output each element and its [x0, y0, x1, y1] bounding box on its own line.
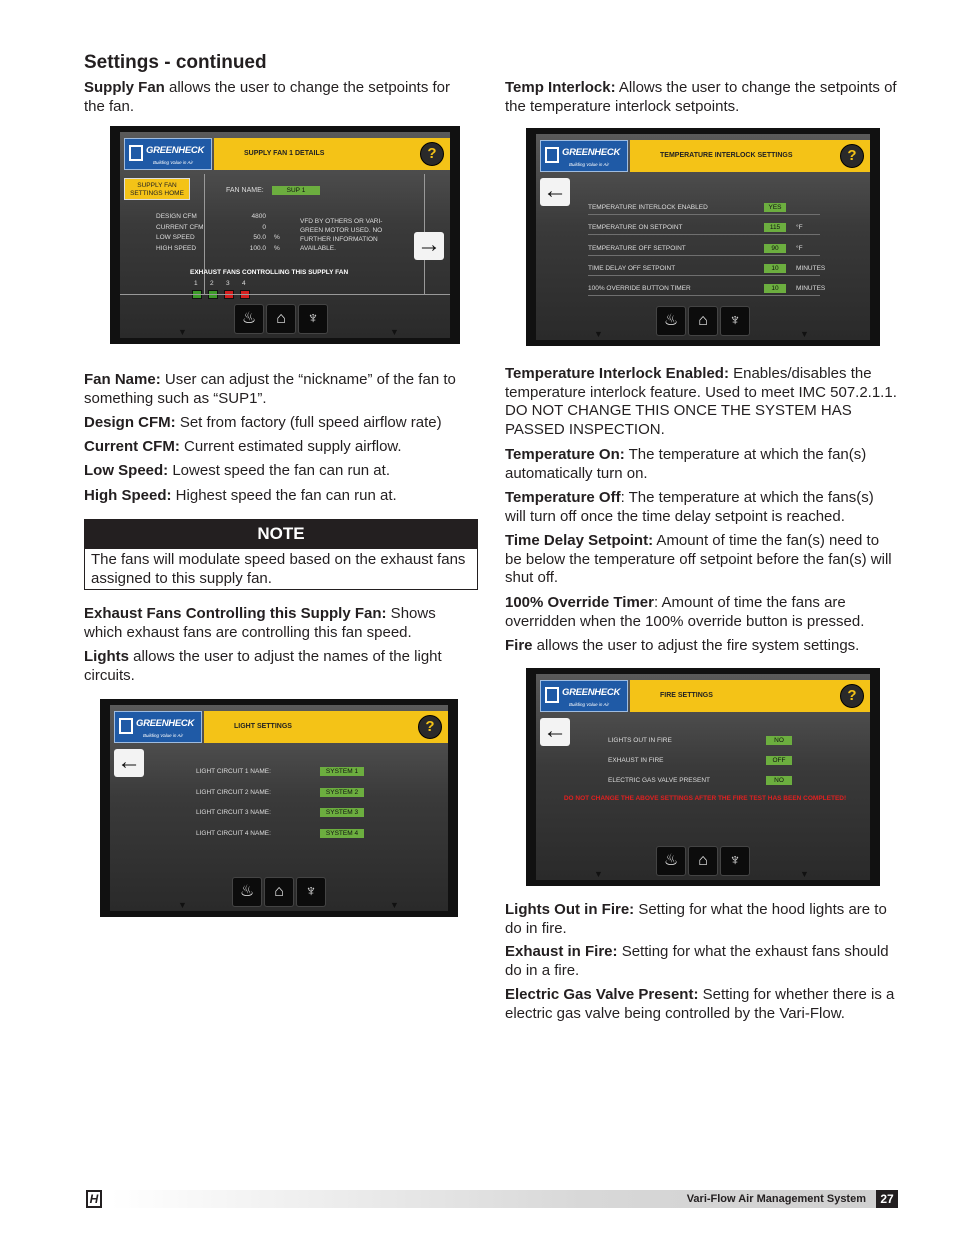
high-speed-desc: High Speed: Highest speed the fan can run at.	[84, 487, 397, 504]
row-unit: °F	[796, 244, 803, 252]
row-label: TIME DELAY OFF SETPOINT	[588, 264, 676, 272]
supply-fan-settings-home-button[interactable]: SUPPLY FAN SETTINGS HOME	[124, 178, 190, 200]
greenheck-logo: GREENHECK Building Value in Air	[114, 711, 202, 743]
chevron-down-icon: ▼	[178, 900, 187, 910]
row-unit: %	[274, 234, 280, 241]
row-label: 100% OVERRIDE BUTTON TIMER	[588, 285, 691, 293]
light-name-field[interactable]: SYSTEM 1	[320, 767, 364, 776]
row-label: LIGHT CIRCUIT 1 NAME:	[196, 768, 271, 775]
row-value: 50.0	[253, 234, 266, 241]
row-value-field[interactable]: YES	[764, 203, 786, 212]
row-label: LIGHTS OUT IN FIRE	[608, 737, 672, 744]
temperature-interlock-screen	[526, 128, 880, 346]
row-value-field[interactable]: 115	[764, 223, 786, 232]
row-divider	[588, 275, 820, 276]
screen-title: FIRE SETTINGS	[660, 692, 713, 699]
supply-fan-intro: Supply Fan allows the user to change the setpoints for the fan.	[84, 79, 451, 115]
lights-icon[interactable]: ♨	[656, 846, 686, 876]
low-speed-desc: Low Speed: Lowest speed the fan can run at.	[84, 462, 390, 479]
fire-icon[interactable]: ♆	[298, 304, 328, 334]
row-label: LIGHT CIRCUIT 3 NAME:	[196, 809, 271, 816]
home-icon[interactable]: ⌂	[266, 304, 296, 334]
lights-icon[interactable]: ♨	[232, 877, 262, 907]
lights-icon[interactable]: ♨	[234, 304, 264, 334]
chevron-down-icon: ▼	[594, 869, 603, 879]
page-number: 27	[876, 1190, 898, 1208]
row-unit: °F	[796, 224, 803, 232]
page-title: Settings - continued	[84, 52, 267, 73]
help-icon[interactable]: ?	[840, 144, 864, 168]
greenheck-logo: GREENHECK Building Value in Air	[540, 140, 628, 172]
row-value-field[interactable]: 10	[764, 264, 786, 273]
home-icon[interactable]: ⌂	[688, 846, 718, 876]
note-title: NOTE	[84, 519, 478, 548]
footer-title: Vari-Flow Air Management System	[686, 1193, 866, 1205]
light-name-field[interactable]: SYSTEM 4	[320, 829, 364, 838]
fire-icon[interactable]: ♆	[296, 877, 326, 907]
screen-title: SUPPLY FAN 1 DETAILS	[244, 150, 325, 157]
fan-name-desc: Fan Name: User can adjust the “nickname” of the fan to something such as “SUP1”.	[84, 371, 456, 407]
light-name-field[interactable]: SYSTEM 3	[320, 808, 364, 817]
time-delay-desc: Time Delay Setpoint: Amount of time the fan(s) need to be below the temperature off setpoint before the fan(s) will shut off.	[505, 532, 892, 587]
help-icon[interactable]: ?	[418, 715, 442, 739]
help-icon[interactable]: ?	[840, 684, 864, 708]
row-label: TEMPERATURE OFF SETPOINT	[588, 244, 686, 252]
forward-arrow-icon[interactable]: →	[414, 232, 444, 260]
fan-name-label: FAN NAME:	[226, 187, 264, 194]
fan-number: 1	[194, 280, 198, 287]
row-value-field[interactable]: NO	[766, 776, 792, 785]
row-unit: %	[274, 244, 280, 252]
home-icon[interactable]: ⌂	[688, 306, 718, 336]
help-icon[interactable]: ?	[420, 142, 444, 166]
row-label: DESIGN CFM	[156, 213, 197, 220]
ti-enabled-desc: Temperature Interlock Enabled: Enables/disables the temperature interlock feature. Used to meet IMC 507.2.1.1. DO NOT CHANGE THIS ONCE THE SYSTEM HAS PASSED INSPECTION.	[505, 365, 897, 438]
fire-icon[interactable]: ♆	[720, 306, 750, 336]
page-footer	[110, 1190, 898, 1208]
row-value-field[interactable]: 90	[764, 244, 786, 253]
fan-number: 3	[226, 280, 230, 287]
chevron-down-icon: ▼	[800, 869, 809, 879]
row-label: TEMPERATURE ON SETPOINT	[588, 224, 683, 232]
row-label: HIGH SPEED	[156, 244, 197, 252]
temp-on-desc: Temperature On: The temperature at which the fan(s) automatically turn on.	[505, 446, 867, 482]
back-arrow-icon[interactable]: ←	[540, 178, 570, 206]
fire-intro: Fire allows the user to adjust the fire system settings.	[505, 637, 860, 654]
row-divider	[588, 234, 820, 235]
row-unit: MINUTES	[796, 264, 826, 272]
row-value-field[interactable]: OFF	[766, 756, 792, 765]
vfd-note: VFD BY OTHERS OR VARI-GREEN MOTOR USED. NO FURTHER INFORMATION AVAILABLE.	[300, 218, 383, 252]
row-unit: MINUTES	[796, 285, 826, 293]
row-label: LIGHT CIRCUIT 2 NAME:	[196, 788, 271, 796]
chevron-down-icon: ▼	[178, 327, 187, 337]
greenheck-logo: GREENHECK Building Value in Air	[540, 680, 628, 712]
screen-title: LIGHT SETTINGS	[234, 723, 292, 730]
chevron-down-icon: ▼	[390, 327, 399, 337]
lights-icon[interactable]: ♨	[656, 306, 686, 336]
row-label: TEMPERATURE INTERLOCK ENABLED	[588, 204, 708, 211]
row-value-field[interactable]: NO	[766, 736, 792, 745]
current-cfm-desc: Current CFM: Current estimated supply airflow.	[84, 438, 402, 455]
row-divider	[588, 214, 820, 215]
lights-desc: Lights allows the user to adjust the names of the light circuits.	[84, 648, 442, 684]
greenheck-footer-logo: H	[86, 1190, 102, 1208]
exhaust-fans-label: EXHAUST FANS CONTROLLING THIS SUPPLY FAN	[190, 269, 349, 276]
lights-out-desc: Lights Out in Fire: Setting for what the hood lights are to do in fire.	[505, 901, 887, 937]
temp-off-desc: Temperature Off: The temperature at which the fans(s) will turn off once the time delay setpoint is reached.	[505, 489, 874, 525]
chevron-down-icon: ▼	[390, 900, 399, 910]
row-label: CURRENT CFM	[156, 223, 204, 231]
row-label: LOW SPEED	[156, 234, 195, 241]
row-label: EXHAUST IN FIRE	[608, 757, 664, 764]
row-value: 0	[262, 223, 266, 231]
supply-fan-screen	[110, 126, 460, 344]
screen-title: TEMPERATURE INTERLOCK SETTINGS	[660, 152, 793, 159]
row-value-field[interactable]: 10	[764, 284, 786, 293]
back-arrow-icon[interactable]: ←	[540, 718, 570, 746]
light-settings-screen	[100, 699, 458, 917]
back-arrow-icon[interactable]: ←	[114, 749, 144, 777]
row-value: 4800	[251, 213, 266, 220]
fire-warning: DO NOT CHANGE THE ABOVE SETTINGS AFTER THE FIRE TEST HAS BEEN COMPLETED!	[563, 795, 847, 802]
exhaust-fire-desc: Exhaust in Fire: Setting for what the exhaust fans should do in a fire.	[505, 943, 889, 979]
home-icon[interactable]: ⌂	[264, 877, 294, 907]
fan-number: 4	[242, 280, 246, 287]
row-value: 100.0	[249, 244, 266, 252]
fan-name-field[interactable]: SUP 1	[272, 186, 320, 195]
exhaust-fans-desc: Exhaust Fans Controlling this Supply Fan: Shows which exhaust fans are controlling this fan speed.	[84, 605, 436, 641]
row-label: ELECTRIC GAS VALVE PRESENT	[608, 777, 710, 784]
gas-valve-desc: Electric Gas Valve Present: Setting for whether there is a electric gas valve being controlled by the Vari-Flow.	[505, 986, 895, 1022]
fire-settings-screen	[526, 668, 880, 886]
row-label: LIGHT CIRCUIT 4 NAME:	[196, 829, 271, 837]
greenheck-logo: GREENHECK Building Value in Air	[124, 138, 212, 170]
fan-number: 2	[210, 280, 214, 287]
override-desc: 100% Override Timer: Amount of time the fans are overridden when the 100% override button is pressed.	[505, 594, 865, 630]
design-cfm-desc: Design CFM: Set from factory (full speed airflow rate)	[84, 414, 442, 431]
chevron-down-icon: ▼	[800, 329, 809, 339]
fire-icon[interactable]: ♆	[720, 846, 750, 876]
chevron-down-icon: ▼	[594, 329, 603, 339]
row-divider	[588, 255, 820, 256]
temp-interlock-intro: Temp Interlock: Allows the user to change the setpoints of the temperature interlock setpoints.	[505, 79, 897, 115]
note-text: The fans will modulate speed based on the exhaust fans assigned to this supply fan.	[84, 548, 478, 590]
row-divider	[588, 295, 820, 296]
light-name-field[interactable]: SYSTEM 2	[320, 788, 364, 797]
